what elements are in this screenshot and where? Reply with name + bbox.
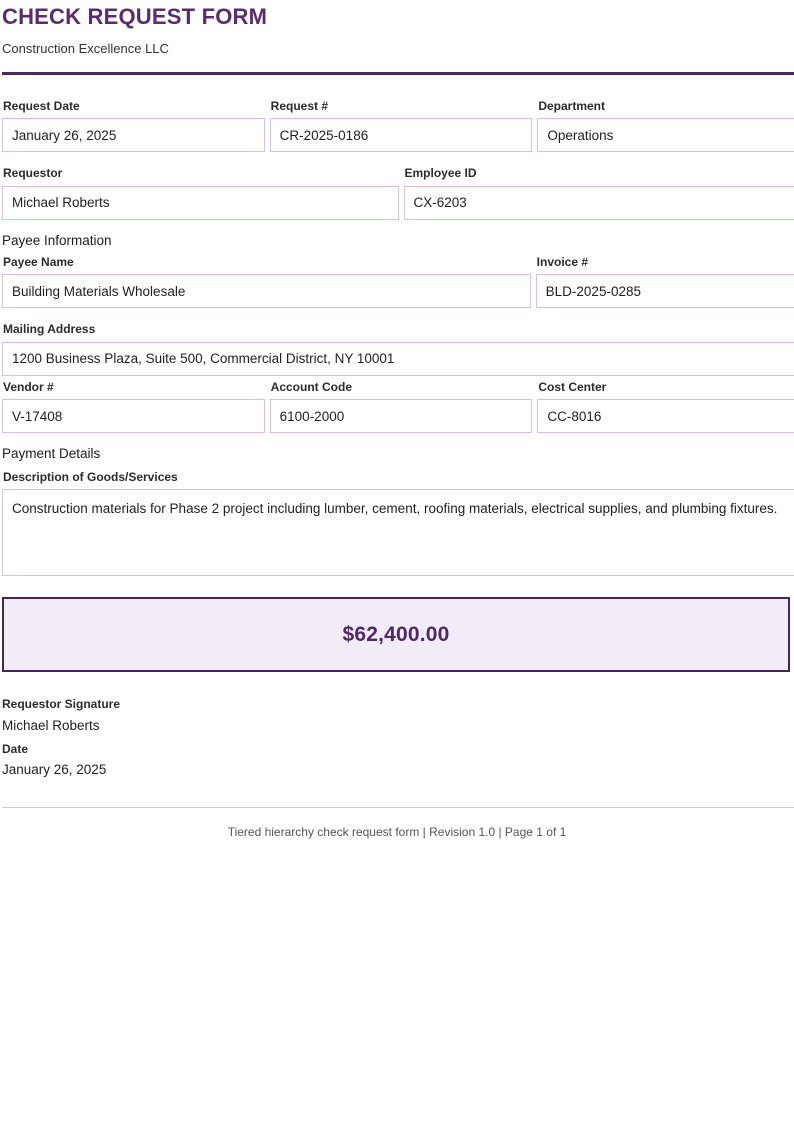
amount-total-box[interactable] (2, 597, 790, 672)
signature-date-label: Date (2, 742, 794, 756)
field-description (2, 470, 794, 576)
field-request-date (2, 99, 265, 152)
payee-section-title: Payee Information (2, 233, 794, 248)
page-title: CHECK REQUEST FORM (2, 5, 794, 28)
requestor-row (2, 166, 794, 219)
payee-name-input[interactable]: Building Materials Wholesale (2, 274, 531, 308)
requestor-signature-name: Michael Roberts (2, 718, 794, 734)
request-info-row (2, 99, 794, 152)
request-date-input[interactable]: January 26, 2025 (2, 118, 265, 152)
company-name: Construction Excellence LLC (2, 41, 794, 56)
payee-row (2, 255, 794, 308)
requestor-input[interactable]: Michael Roberts (2, 186, 399, 220)
cost-center-input[interactable]: CC-8016 (537, 399, 794, 433)
account-code-label: Account Code (271, 380, 533, 394)
mailing-address-input[interactable]: 1200 Business Plaza, Suite 500, Commercial District, NY 10001 (2, 342, 794, 376)
check-request-form-page (0, 5, 794, 839)
requestor-signature-label: Requestor Signature (2, 697, 794, 711)
invoice-number-input[interactable]: BLD-2025-0285 (536, 274, 794, 308)
employee-id-input[interactable]: CX-6203 (404, 186, 794, 220)
mailing-address-label: Mailing Address (3, 322, 794, 336)
field-cost-center (537, 380, 794, 433)
field-department (537, 99, 794, 152)
signature-date-value: January 26, 2025 (2, 762, 794, 778)
requestor-label: Requestor (3, 166, 399, 180)
request-date-label: Request Date (3, 99, 265, 113)
field-request-number (270, 99, 533, 152)
invoice-number-label: Invoice # (537, 255, 794, 269)
payment-section-title: Payment Details (2, 446, 794, 461)
footer-text: Tiered hierarchy check request form | Revision 1.0 | Page 1 of 1 (2, 825, 792, 839)
payee-name-label: Payee Name (3, 255, 531, 269)
signature-block (2, 697, 794, 778)
account-code-input[interactable]: 6100-2000 (270, 399, 533, 433)
request-number-input[interactable]: CR-2025-0186 (270, 118, 533, 152)
vendor-number-label: Vendor # (3, 380, 265, 394)
field-employee-id (404, 166, 794, 219)
amount-value: $62,400.00 (342, 623, 449, 647)
vendor-row (2, 380, 794, 433)
employee-id-label: Employee ID (405, 166, 794, 180)
description-label: Description of Goods/Services (3, 470, 794, 484)
field-invoice-number (536, 255, 794, 308)
footer-divider (2, 807, 794, 808)
cost-center-label: Cost Center (538, 380, 794, 394)
field-requestor (2, 166, 399, 219)
description-textarea[interactable]: Construction materials for Phase 2 project including lumber, cement, roofing materials, electrical supplies, and plumbing fixtures. (2, 489, 794, 576)
request-number-label: Request # (271, 99, 533, 113)
field-vendor-number (2, 380, 265, 433)
department-input[interactable]: Operations (537, 118, 794, 152)
field-account-code (270, 380, 533, 433)
field-mailing-address (2, 322, 794, 375)
department-label: Department (538, 99, 794, 113)
header-divider (2, 72, 794, 75)
vendor-number-input[interactable]: V-17408 (2, 399, 265, 433)
field-payee-name (2, 255, 531, 308)
